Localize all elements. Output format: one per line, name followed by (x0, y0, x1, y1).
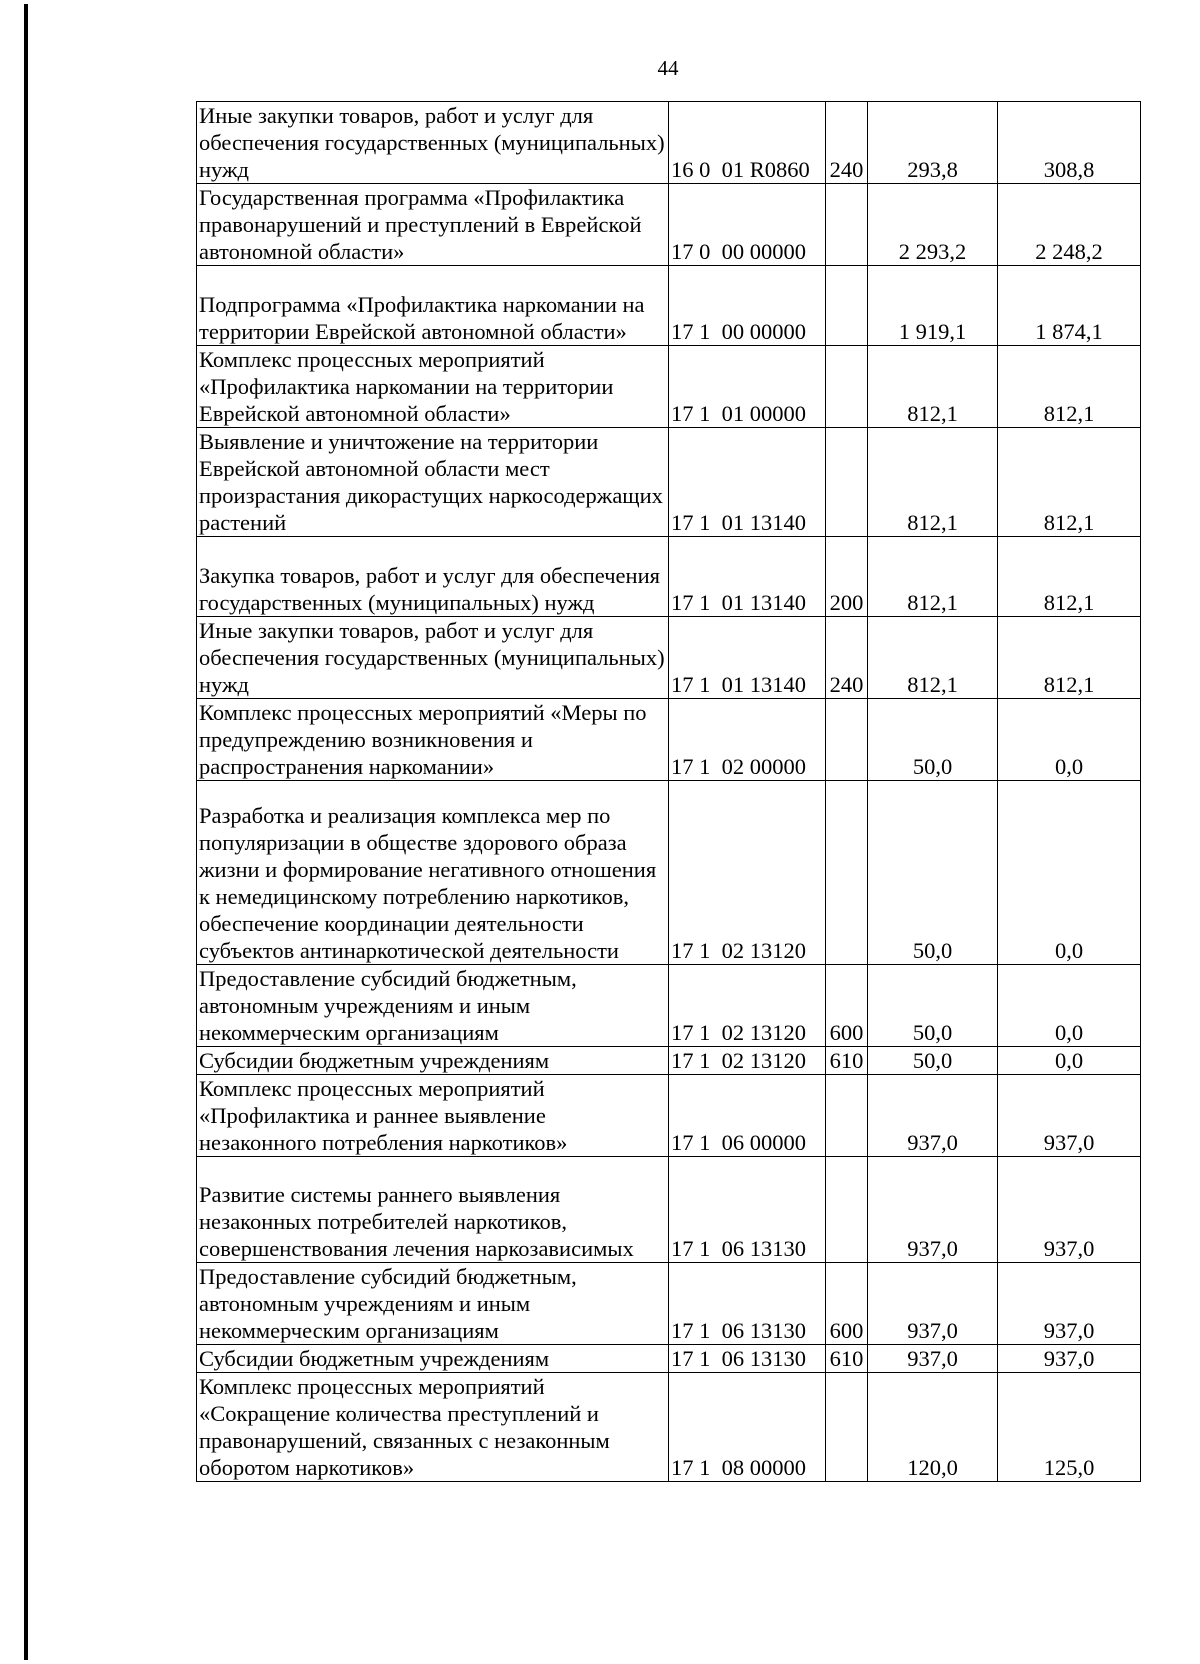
expense-type-cell (826, 428, 868, 537)
target-code-cell: 17 1 01 00000 (669, 346, 826, 428)
amount-year-2-cell: 125,0 (998, 1373, 1141, 1482)
item-name-cell: Комплекс процессных мероприятий «Сокращение количества преступлений и правонарушений, связанных с незаконным оборотом наркотиков» (197, 1373, 669, 1482)
target-code-cell: 16 0 01 R0860 (669, 102, 826, 184)
expense-type-cell: 600 (826, 965, 868, 1047)
table-row (197, 965, 1141, 1047)
target-code-cell: 17 1 06 13130 (669, 1345, 826, 1373)
amount-year-2-cell: 937,0 (998, 1263, 1141, 1345)
amount-year-2-cell: 0,0 (998, 1047, 1141, 1075)
expense-type-cell (826, 1075, 868, 1157)
amount-year-1-cell: 1 919,1 (868, 266, 998, 346)
amount-year-1-cell: 937,0 (868, 1263, 998, 1345)
amount-year-1-cell: 50,0 (868, 1047, 998, 1075)
amount-year-1-cell: 293,8 (868, 102, 998, 184)
expense-type-cell: 240 (826, 617, 868, 699)
target-code-cell: 17 1 00 00000 (669, 266, 826, 346)
amount-year-2-cell: 812,1 (998, 537, 1141, 617)
table-row (197, 1345, 1141, 1373)
target-code-cell: 17 1 06 13130 (669, 1157, 826, 1263)
item-name-cell: Развитие системы раннего выявления незаконных потребителей наркотиков, совершенствования лечения наркозависимых (197, 1157, 669, 1263)
amount-year-1-cell: 812,1 (868, 537, 998, 617)
budget-table-body (197, 102, 1141, 1482)
amount-year-2-cell: 812,1 (998, 346, 1141, 428)
item-name-cell: Комплекс процессных мероприятий «Профилактика и раннее выявление незаконного потребления наркотиков» (197, 1075, 669, 1157)
amount-year-1-cell: 812,1 (868, 617, 998, 699)
expense-type-cell (826, 346, 868, 428)
item-name-cell: Подпрограмма «Профилактика наркомании на территории Еврейской автономной области» (197, 266, 669, 346)
amount-year-1-cell: 50,0 (868, 699, 998, 781)
target-code-cell: 17 1 06 00000 (669, 1075, 826, 1157)
table-row (197, 1157, 1141, 1263)
target-code-cell: 17 1 02 13120 (669, 1047, 826, 1075)
item-name-cell: Комплекс процессных мероприятий «Профилактика наркомании на территории Еврейской автономной области» (197, 346, 669, 428)
item-name-cell: Иные закупки товаров, работ и услуг для обеспечения государственных (муниципальных) нужд (197, 617, 669, 699)
amount-year-2-cell: 937,0 (998, 1345, 1141, 1373)
item-name-cell: Комплекс процессных мероприятий «Меры по предупреждению возникновения и распространения наркомании» (197, 699, 669, 781)
amount-year-1-cell: 50,0 (868, 965, 998, 1047)
target-code-cell: 17 1 02 13120 (669, 781, 826, 965)
table-row (197, 184, 1141, 266)
item-name-cell: Субсидии бюджетным учреждениям (197, 1047, 669, 1075)
amount-year-1-cell: 120,0 (868, 1373, 998, 1482)
table-row (197, 537, 1141, 617)
amount-year-2-cell: 0,0 (998, 781, 1141, 965)
table-row (197, 699, 1141, 781)
expense-type-cell: 610 (826, 1047, 868, 1075)
table-row (197, 1263, 1141, 1345)
amount-year-1-cell: 812,1 (868, 346, 998, 428)
item-name-cell: Предоставление субсидий бюджетным, автономным учреждениям и иным некоммерческим организациям (197, 1263, 669, 1345)
table-row (197, 1075, 1141, 1157)
table-row (197, 428, 1141, 537)
expense-type-cell (826, 184, 868, 266)
amount-year-2-cell: 1 874,1 (998, 266, 1141, 346)
table-row (197, 617, 1141, 699)
item-name-cell: Выявление и уничтожение на территории Еврейской автономной области мест произрастания дикорастущих наркосодержащих растений (197, 428, 669, 537)
expense-type-cell: 240 (826, 102, 868, 184)
target-code-cell: 17 1 01 13140 (669, 537, 826, 617)
amount-year-2-cell: 812,1 (998, 428, 1141, 537)
expense-type-cell (826, 699, 868, 781)
target-code-cell: 17 1 06 13130 (669, 1263, 826, 1345)
amount-year-1-cell: 812,1 (868, 428, 998, 537)
amount-year-1-cell: 937,0 (868, 1075, 998, 1157)
expense-type-cell: 600 (826, 1263, 868, 1345)
target-code-cell: 17 0 00 00000 (669, 184, 826, 266)
expense-type-cell (826, 781, 868, 965)
table-row (197, 781, 1141, 965)
amount-year-1-cell: 937,0 (868, 1345, 998, 1373)
table-row (197, 266, 1141, 346)
amount-year-1-cell: 50,0 (868, 781, 998, 965)
item-name-cell: Предоставление субсидий бюджетным, автономным учреждениям и иным некоммерческим организациям (197, 965, 669, 1047)
expense-type-cell (826, 1373, 868, 1482)
amount-year-2-cell: 0,0 (998, 699, 1141, 781)
budget-table (196, 101, 1141, 1482)
expense-type-cell: 610 (826, 1345, 868, 1373)
item-name-cell: Иные закупки товаров, работ и услуг для обеспечения государственных (муниципальных) нужд (197, 102, 669, 184)
table-row (197, 1047, 1141, 1075)
amount-year-2-cell: 937,0 (998, 1075, 1141, 1157)
amount-year-2-cell: 2 248,2 (998, 184, 1141, 266)
expense-type-cell: 200 (826, 537, 868, 617)
target-code-cell: 17 1 02 00000 (669, 699, 826, 781)
amount-year-2-cell: 308,8 (998, 102, 1141, 184)
item-name-cell: Закупка товаров, работ и услуг для обеспечения государственных (муниципальных) нужд (197, 537, 669, 617)
table-row (197, 102, 1141, 184)
amount-year-2-cell: 0,0 (998, 965, 1141, 1047)
item-name-cell: Субсидии бюджетным учреждениям (197, 1345, 669, 1373)
binding-margin-line (24, 4, 28, 1660)
amount-year-2-cell: 937,0 (998, 1157, 1141, 1263)
target-code-cell: 17 1 02 13120 (669, 965, 826, 1047)
table-row (197, 346, 1141, 428)
page-number: 44 (657, 56, 679, 80)
amount-year-1-cell: 2 293,2 (868, 184, 998, 266)
table-row (197, 1373, 1141, 1482)
target-code-cell: 17 1 08 00000 (669, 1373, 826, 1482)
expense-type-cell (826, 266, 868, 346)
amount-year-2-cell: 812,1 (998, 617, 1141, 699)
target-code-cell: 17 1 01 13140 (669, 428, 826, 537)
expense-type-cell (826, 1157, 868, 1263)
item-name-cell: Разработка и реализация комплекса мер по популяризации в обществе здорового образа жизни и формирование негативного отношения к немедицинскому потреблению наркотиков, обеспечение координации деятельности субъектов антинаркотической деятельности (197, 781, 669, 965)
target-code-cell: 17 1 01 13140 (669, 617, 826, 699)
amount-year-1-cell: 937,0 (868, 1157, 998, 1263)
item-name-cell: Государственная программа «Профилактика правонарушений и преступлений в Еврейской автономной области» (197, 184, 669, 266)
